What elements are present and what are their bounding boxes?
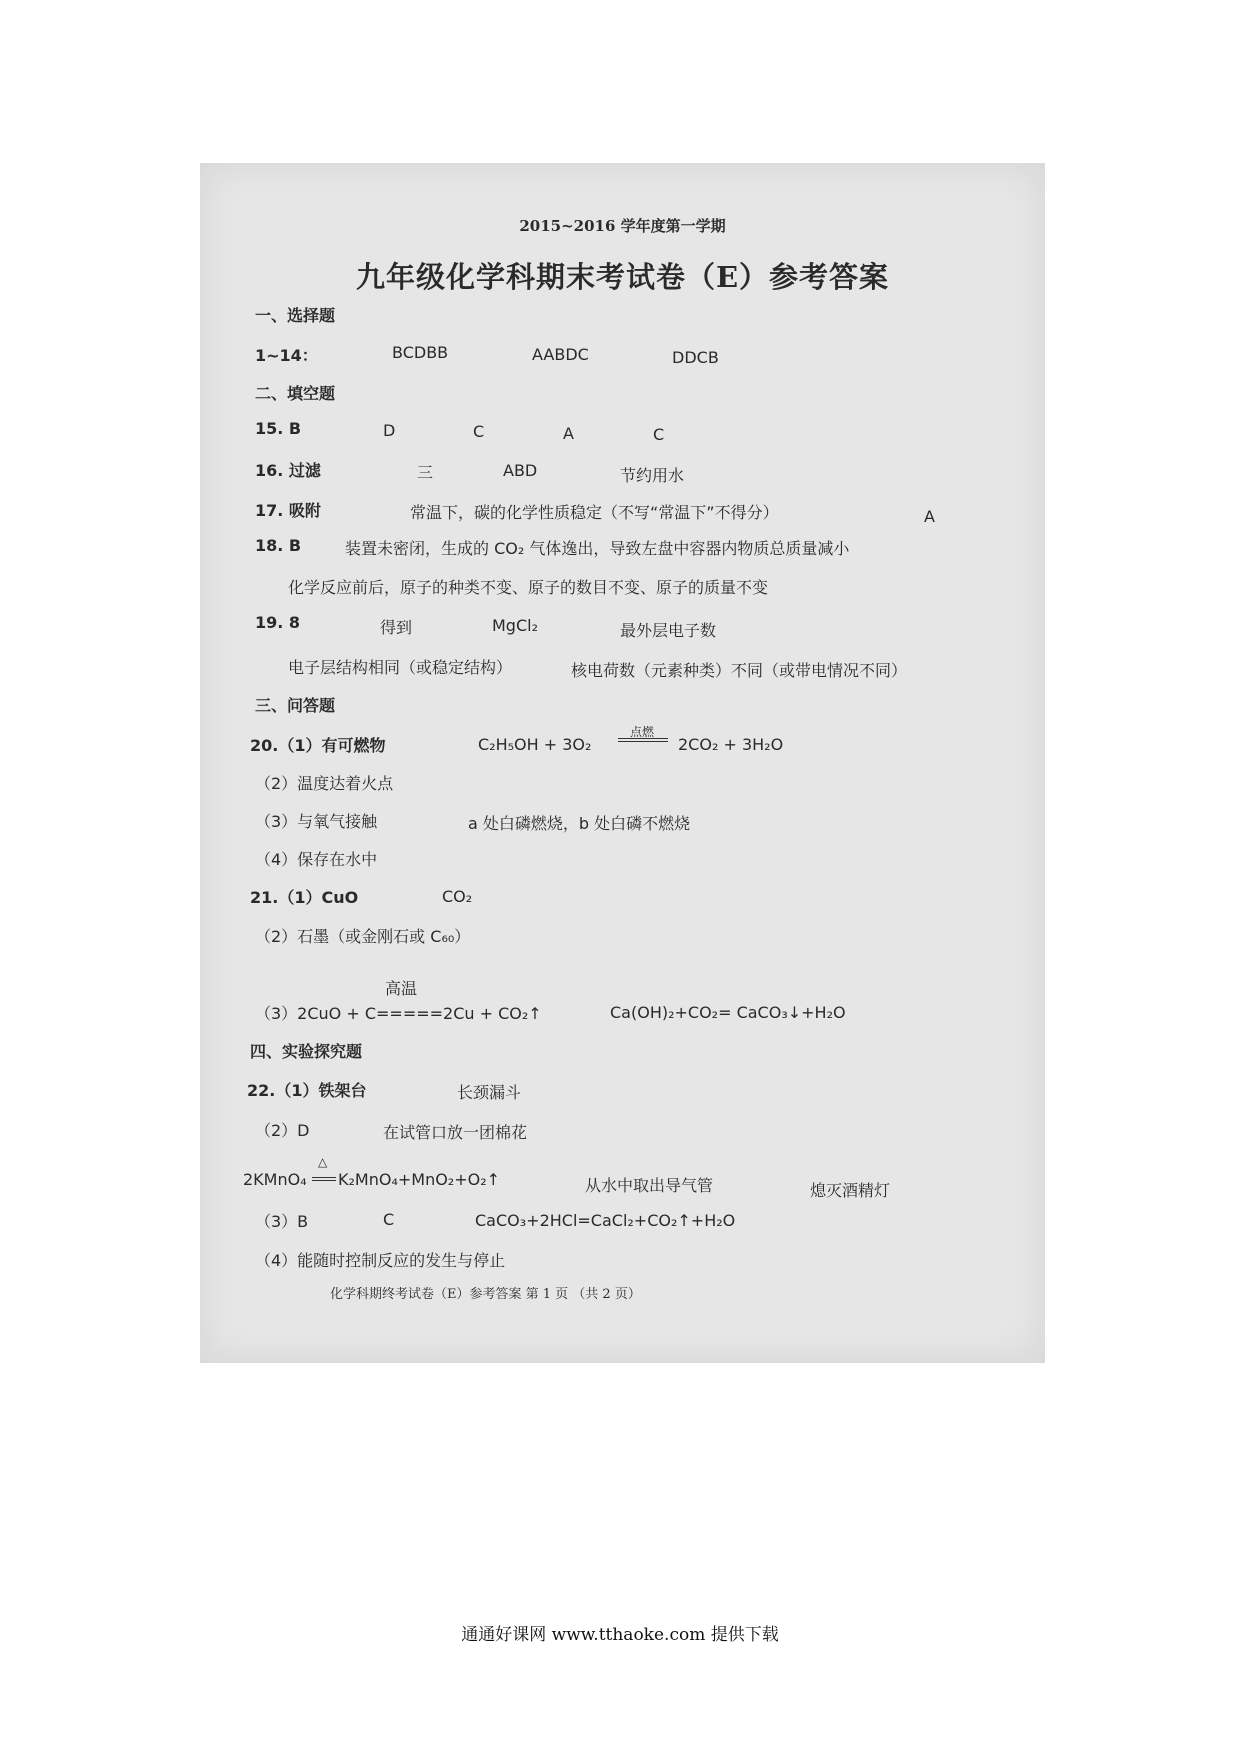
equation-22-left: 2KMnO₄: [243, 1170, 307, 1189]
answer-21-1: 21.（1）CuO: [250, 888, 359, 907]
answer-16-3: ABD: [503, 461, 538, 480]
answer-21-3b: Ca(OH)₂+CO₂= CaCO₃↓+H₂O: [610, 1003, 846, 1022]
answer-21-3: （3）2CuO + C=====2Cu + CO₂↑: [255, 1004, 542, 1023]
equation-20-left: C₂H₅OH + 3O₂: [478, 735, 592, 754]
eq-line-22-bottom: [312, 1180, 336, 1181]
answer-21-1b: CO₂: [442, 887, 473, 906]
answer-22-3b: C: [383, 1210, 395, 1229]
answer-19-1: 19. 8: [255, 613, 301, 632]
eq-line-22-top: [312, 1177, 336, 1178]
answer-18-1: 18. B: [255, 536, 302, 555]
answer-22-step: 从水中取出导气管: [585, 1176, 714, 1195]
answer-20-3b: a 处白磷燃烧，b 处白磷不燃烧: [468, 814, 691, 833]
equation-20-right: 2CO₂ + 3H₂O: [678, 735, 784, 754]
source-credit: 通通好课网 www.tthaoke.com 提供下载: [461, 1625, 779, 1645]
condition-heat-icon: △: [318, 1155, 328, 1169]
answer-15-2: D: [383, 421, 396, 440]
answer-19-2: 得到: [380, 618, 413, 637]
answer-16-4: 节约用水: [620, 466, 685, 485]
answer-16-1: 16. 过滤: [255, 461, 321, 480]
answer-20-3: （3）与氧气接触: [255, 812, 378, 831]
eq-line-top: [618, 738, 668, 739]
school-year: 2015~2016 学年度第一学期: [519, 217, 726, 235]
equation-22-right: K₂MnO₄+MnO₂+O₂↑: [338, 1170, 501, 1189]
answer-21-2: （2）石墨（或金刚石或 C₆₀）: [255, 927, 471, 946]
choice-range: 1~14：: [255, 346, 318, 365]
answer-19-3: MgCl₂: [492, 616, 538, 635]
section-heading-fill: 二、填空题: [255, 384, 336, 403]
answer-18-3: 化学反应前后，原子的种类不变、原子的数目不变、原子的质量不变: [288, 578, 769, 597]
answer-20-2: （2）温度达着火点: [255, 774, 394, 793]
answer-22-3c: CaCO₃+2HCl=CaCl₂+CO₂↑+H₂O: [475, 1211, 736, 1230]
choice-group-1: BCDBB: [392, 343, 449, 362]
answer-22-1: 22.（1）铁架台: [247, 1081, 367, 1100]
answer-15-4: A: [563, 424, 574, 443]
answer-18-2: 装置未密闭，生成的 CO₂ 气体逸出，导致左盘中容器内物质总质量减小: [345, 539, 850, 558]
answer-17-3: A: [924, 507, 935, 526]
scanned-answer-sheet: [200, 163, 1045, 1363]
answer-16-2: 三: [417, 463, 434, 482]
answer-19-4: 最外层电子数: [620, 621, 717, 640]
choice-group-2: AABDC: [532, 345, 589, 364]
section-heading-choice: 一、选择题: [255, 306, 336, 325]
answer-17-1: 17. 吸附: [255, 501, 321, 520]
answer-22-3: （3）B: [255, 1212, 309, 1231]
answer-17-2: 常温下，碳的化学性质稳定（不写“常温下”不得分）: [410, 503, 779, 522]
page-footer: 化学科期终考试卷（E）参考答案 第 1 页 （共 2 页）: [330, 1287, 641, 1302]
page-title: 九年级化学科期末考试卷（E）参考答案: [355, 260, 890, 294]
answer-15-1: 15. B: [255, 419, 302, 438]
answer-22-4: （4）能随时控制反应的发生与停止: [255, 1251, 506, 1270]
section-heading-experiment: 四、实验探究题: [250, 1042, 363, 1061]
answer-20-4: （4）保存在水中: [255, 850, 378, 869]
condition-ignite: 点燃: [630, 725, 655, 739]
answer-19-5: 电子层结构相同（或稳定结构）: [288, 658, 513, 677]
answer-22-1b: 长颈漏斗: [457, 1083, 522, 1102]
answer-15-3: C: [473, 422, 485, 441]
condition-high-temp: 高温: [385, 979, 418, 998]
choice-group-3: DDCB: [672, 348, 719, 367]
answer-20-1: 20.（1）有可燃物: [250, 736, 386, 755]
section-heading-qa: 三、问答题: [255, 696, 336, 715]
answer-22-2: （2）D: [255, 1121, 310, 1140]
answer-22-2b: 在试管口放一团棉花: [383, 1123, 528, 1142]
answer-15-5: C: [653, 425, 665, 444]
eq-line-bottom: [618, 741, 668, 742]
answer-19-6: 核电荷数（元素种类）不同（或带电情况不同）: [571, 661, 908, 680]
answer-22-step2: 熄灭酒精灯: [810, 1181, 891, 1200]
